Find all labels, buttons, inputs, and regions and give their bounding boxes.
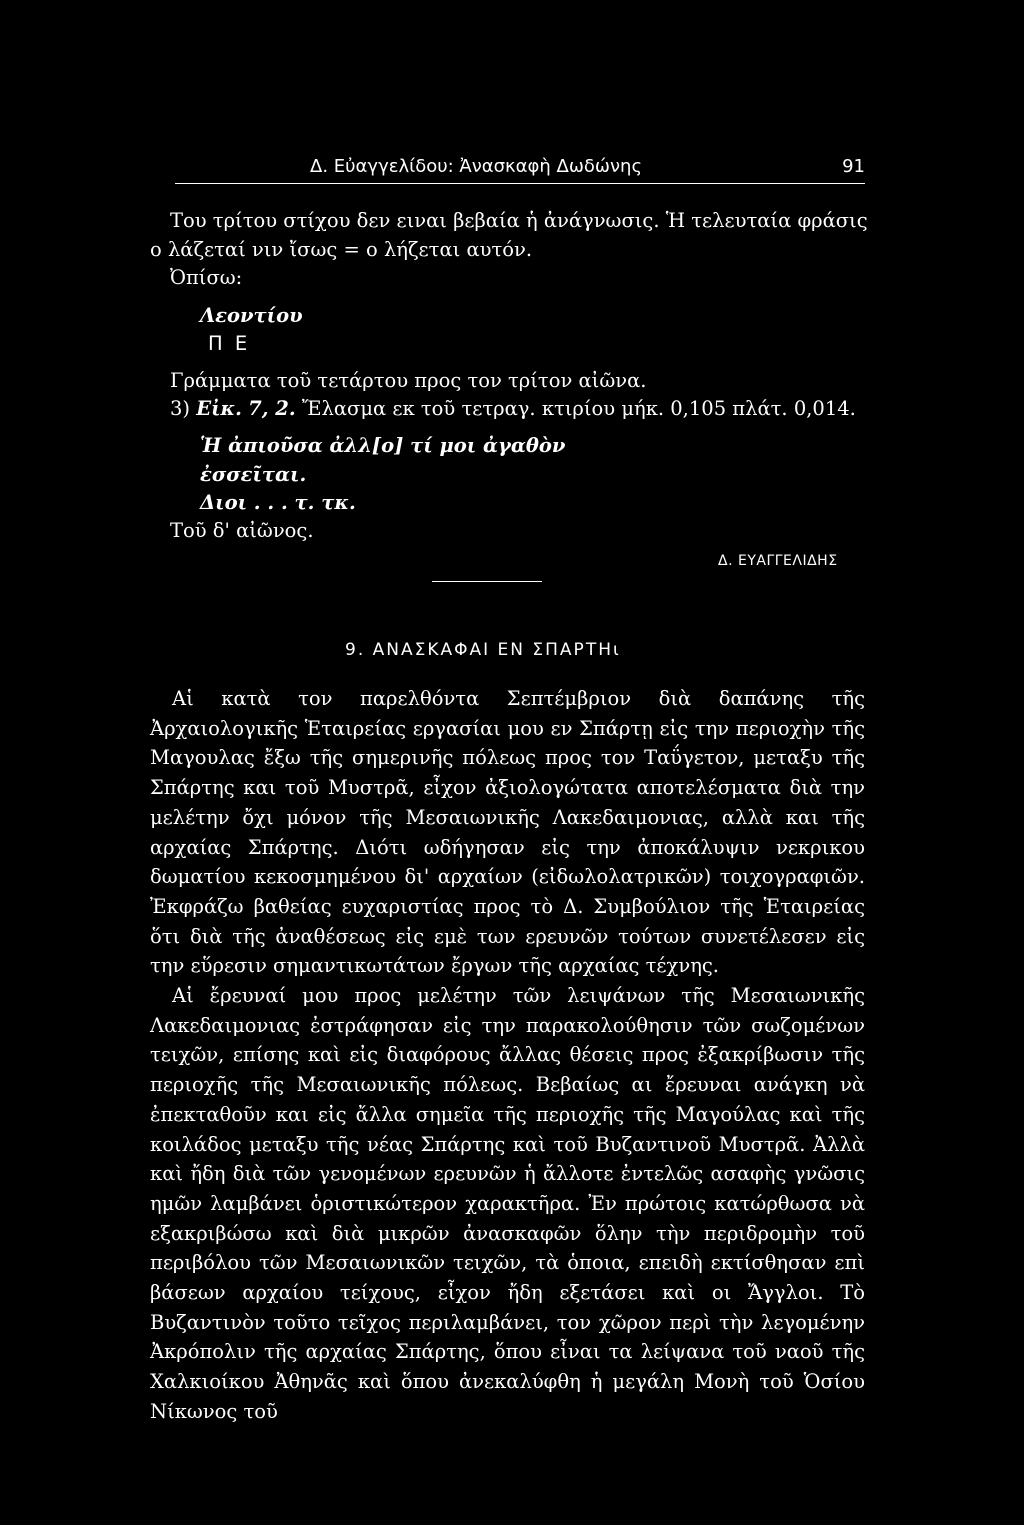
body-text — [150, 684, 865, 1427]
inscription-line: ἐσσεῖται. — [200, 463, 307, 486]
running-header — [175, 156, 865, 186]
text-line: ο λάζεταί νιν ἴσως = ο λήζεται αυτόν. — [150, 238, 533, 261]
running-title: Δ. Εὐαγγελίδου: Ἀνασκαφὴ Δωδώνης — [310, 156, 643, 177]
inscription-line: Διοι . . . τ. τκ. — [200, 491, 356, 514]
paragraph: Αἱ κατὰ τον παρελθόντα Σεπτέμβριον διὰ δαπάνης τῆς Ἀρχαιολογικῆς Ἑταιρείας εργασίαι μου εν Σπάρτῃ εἰς την περιοχὴν τῆς Μαγουλας ἔξω τῆς σημερινῆς πόλεως προς τον Ταΰγετον, μεταξυ τῆς Σπάρτης και τοῦ Μυστρᾶ, εἶχον ἀξιολογώτατα αποτελέσματα διὰ την μελέτην ὄχι μόνον τῆς Μεσαιωνικῆς Λακεδαιμονιας, αλλὰ και τῆς αρχαίας Σπάρτης. Διότι ωδήγησαν εἰς την ἀποκάλυψιν νεκρικου δωματίου κεκοσμημένου δι' αρχαίων (εἰδωλολατρικῶν) τοιχογραφιῶν. Ἐκφράζω βαθείας ευχαριστίας προς τὸ Δ. Συμβούλιον τῆς Ἑταιρείας ὅτι διὰ τῆς ἀναθέσεως εἰς εμὲ των ερευνῶν τούτων συνετέλεσεν εἰς την εὕρεσιν σημαντικωτάτων ἔργων τῆς αρχαίας τέχνης. — [150, 687, 865, 978]
section-rule — [432, 581, 542, 582]
text-line: Γράμματα τοῦ τετάρτου προς τον τρίτον αἰῶνα. — [170, 369, 647, 392]
inscription-line: Π Ε — [208, 332, 251, 355]
figure-number: 7, 2. — [248, 397, 296, 420]
inscription-line: Ἡ ἀπιοῦσα ἀλλ[ο] τί μοι ἀγαθὸν — [200, 434, 566, 457]
item-entry — [170, 396, 856, 422]
figure-ref: Εἰκ. — [196, 397, 242, 420]
text-line: Ὀπίσω: — [170, 266, 243, 289]
paragraph: Αἱ ἔρευναί μου προς μελέτην τῶν λειψάνων τῆς Μεσαιωνικῆς Λακεδαιμονιας ἐστράφησαν εἰς την παρακολούθησιν τῶν σωζομένων τειχῶν, επίσης καὶ εἰς διαφόρους ἄλλας θέσεις προς ἐξακρίβωσιν τῆς περιοχῆς τῆς Μεσαιωνικῆς πόλεως. Βεβαίως αι ἔρευναι ανάγκη νὰ ἐπεκταθοῦν και εἰς ἄλλα σημεῖα τῆς περιοχῆς τῆς Μαγούλας καὶ τῆς κοιλάδος μεταξυ τῆς νέας Σπάρτης καὶ τοῦ Βυζαντινοῦ Μυστρᾶ. Ἀλλὰ καὶ ἤδη διὰ τῶν γενομένων ερευνῶν ἡ ἄλλοτε ἐντελῶς ασαφὴς γνῶσις ημῶν λαμβάνει ὁριστικώτερον χαρακτῆρα. Ἐν πρώτοις κατώρθωσα νὰ εξακριβώσω καὶ διὰ μικρῶν ἀνασκαφῶν ὅλην τὴν περιδρομὴν τοῦ περιβόλου τῶν Μεσαιωνικῶν τειχῶν, τὰ ὁποια, επειδὴ εκτίσθησαν επὶ βάσεων αρχαίου τείχους, εἶχον ἤδη εξετάσει καὶ οι Ἄγγλοι. Τὸ Βυζαντινὸν τοῦτο τεῖχος περιλαμβάνει, τον χῶρον περὶ τὴν λεγομένην Ἀκρόπολιν τῆς αρχαίας Σπάρτης, ὅπου εἶναι τα λείψανα τοῦ ναοῦ τῆς Χαλκιοίκου Ἀθηνᾶς καὶ ὅπου ἀνεκαλύφθη ἡ μεγάλη Μονὴ τοῦ Ὁσίου Νίκωνος τοῦ — [150, 984, 865, 1423]
author-signature: Δ. ΕΥΑΓΓΕΛΙΔΗΣ — [718, 553, 838, 569]
text-line: Τοῦ δ' αἰῶνος. — [170, 519, 314, 542]
inscription-line: Λεοντίου — [200, 304, 303, 327]
page-number: 91 — [842, 156, 865, 177]
section-heading: 9. ΑΝΑΣΚΑΦΑΙ ΕΝ ΣΠΑΡΤΗι — [345, 640, 621, 660]
header-rule — [175, 183, 865, 184]
text-line: Του τρίτου στίχου δεν ειναι βεβαία ἡ ἀνάγνωσις. Ἡ τελευταία φράσις — [170, 209, 868, 232]
item-number: 3) — [170, 397, 191, 420]
item-description: Ἔλασμα εκ τοῦ τετραγ. κτιρίου μήκ. 0,105 πλάτ. 0,014. — [301, 397, 856, 420]
